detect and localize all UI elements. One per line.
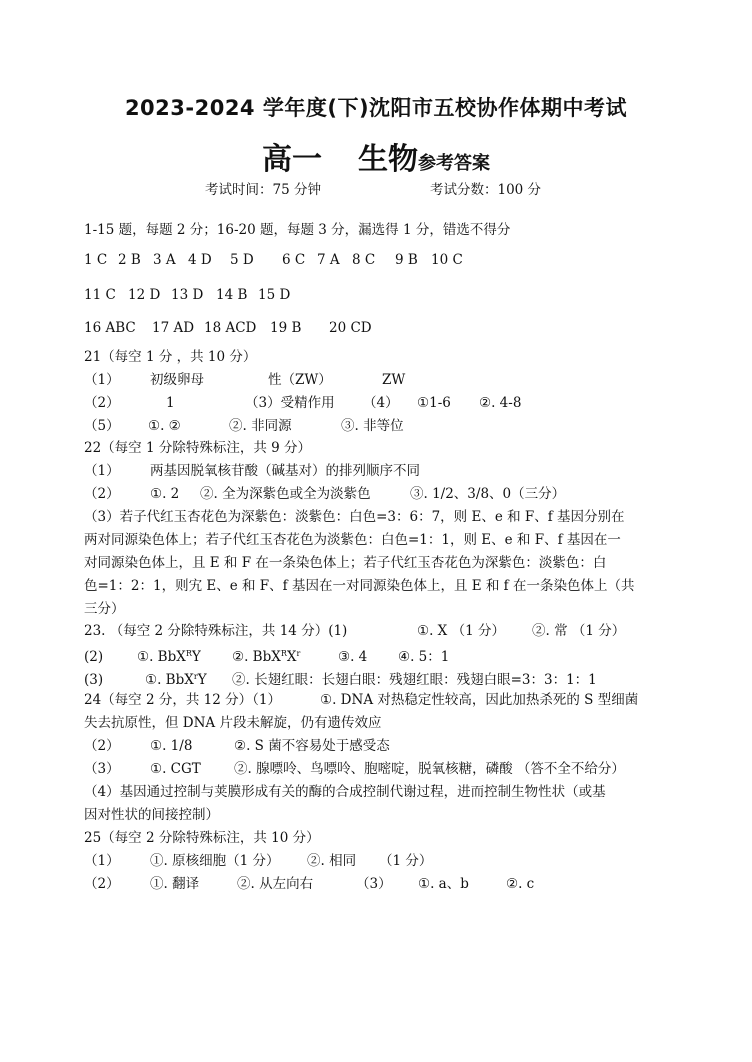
genotype-base: ②. BbX [232, 649, 281, 665]
choice-answer: 13 D [171, 287, 204, 303]
part-label: （5） [84, 418, 120, 434]
genotype-answer [232, 644, 338, 667]
answer-text: ①. DNA 对热稳定性较高，因此加热杀死的 S 型细菌 [320, 692, 639, 708]
q24-heading: 24（每空 2 分，共 12 分）（1） [84, 692, 281, 708]
part-label: （2） [84, 395, 120, 411]
choice-answer: 15 D [258, 287, 291, 303]
answer-text: ②. 长翅红眼：长翅白眼：残翅红眼：残翅白眼=3：3：1：1 [232, 672, 597, 688]
part-label: （1） [84, 372, 120, 388]
answer-text: ①. X （1 分） [417, 623, 505, 639]
answer-text: ②. 非同源 [229, 418, 292, 434]
q22-row-2 [84, 484, 565, 504]
choice-row-2 [84, 285, 290, 305]
q24-row-1 [84, 690, 638, 710]
q21-row-3 [84, 416, 404, 436]
answer-text: ②. 常 （1 分） [532, 623, 626, 639]
choice-answer: 16 ABC [84, 320, 136, 336]
allele-superscript: r [296, 649, 301, 658]
exam-time: 考试时间：75 分钟 [205, 182, 321, 198]
answer-text: ZW [382, 372, 406, 388]
answer-text: ①. ② [148, 418, 181, 434]
q22-heading: 22（每空 1 分除特殊标注，共 9 分） [84, 440, 312, 456]
answer-text: ②. S 菌不容易处于感受态 [234, 738, 390, 754]
scoring-note: 1-15 题，每题 2 分；16-20 题，每题 3 分，漏选得 1 分，错选不得分 [84, 222, 511, 238]
part-label: (3) [84, 672, 104, 688]
choice-answer: 5 D [230, 252, 254, 268]
exam-score: 考试分数：100 分 [430, 182, 542, 198]
part-label: （2） [84, 876, 120, 892]
exam-subtitle [0, 134, 752, 178]
genotype-base: ①. BbX [137, 649, 186, 665]
choice-answer: 9 B [395, 252, 418, 268]
q24-para-2: 因对性状的间接控制） [84, 807, 219, 823]
allele-superscript: R [280, 649, 287, 658]
answer-text: ②. 从左向右 [237, 876, 314, 892]
genotype-answer [137, 644, 232, 667]
allele-superscript: R [185, 649, 192, 658]
exam-title: 2023-2024 学年度(下)沈阳市五校协作体期中考试 [124, 96, 628, 120]
q24-para-1: （4）基因通过控制与荚膜形成有关的酶的合成控制代谢过程，进而控制生物性状（或基 [84, 784, 606, 800]
part-label: （1） [84, 853, 120, 869]
q22-para-1: （3）若子代红玉杏花色为深紫色：淡紫色：白色=3：6：7，则 E、e 和 F、f 基因分别在 [84, 509, 625, 525]
choice-answer: 11 C [84, 287, 116, 303]
answer-text: （1 分） [379, 853, 433, 869]
q23-row-3 [84, 667, 597, 690]
answer-text: ②. 腺嘌呤、鸟嘌呤、胞嘧啶，脱氧核糖，磷酸 （答不全不给分） [234, 761, 625, 777]
q22-para-3: 对同源染色体上，且 E 和 F 在一条染色体上；若子代红玉杏花色为深紫色：淡紫色：白 [84, 555, 607, 571]
answer-text: ①. CGT [150, 761, 201, 777]
answer-text: ①. 2 [150, 486, 180, 502]
part-label: （3） [84, 761, 120, 777]
answer-key-label: 参考答案 [418, 153, 490, 174]
q22-para-5: 三分） [84, 601, 125, 617]
answer-text: ①. a、b [418, 876, 469, 892]
q25-heading: 25（每空 2 分除特殊标注，共 10 分） [84, 830, 320, 846]
choice-answer: 8 C [352, 252, 376, 268]
genotype-tail: Y [197, 672, 207, 688]
q25-row-1 [84, 851, 432, 871]
answer-text: ②. c [506, 876, 535, 892]
part-label: （2） [84, 486, 120, 502]
choice-answer: 17 AD [152, 320, 195, 336]
answer-text: ③. 4 [338, 649, 368, 665]
subject-label: 生物 [358, 142, 418, 177]
q24-row-4 [84, 759, 625, 779]
choice-answer: 14 B [216, 287, 248, 303]
q23-row-2 [84, 644, 449, 667]
genotype-base: ①. BbX [145, 672, 194, 688]
choice-answer: 1 C [84, 252, 108, 268]
part-label: （2） [84, 738, 120, 754]
answer-text: 两基因脱氧核苷酸（碱基对）的排列顺序不同 [150, 463, 420, 479]
choice-answer: 19 B [270, 320, 302, 336]
part-label: （3） [356, 876, 392, 892]
genotype-tail: X [286, 649, 297, 665]
grade-label: 高一 [262, 142, 322, 177]
answer-text: ①1-6 [417, 395, 451, 411]
q25-row-2 [84, 874, 534, 894]
choice-answer: 6 C [282, 252, 306, 268]
q22-row-1 [84, 461, 420, 481]
part-label: （1） [84, 463, 120, 479]
q23-row-1 [84, 621, 625, 641]
choice-row-1 [84, 250, 463, 270]
answer-text: 1 [166, 395, 175, 411]
genotype-tail: Y [191, 649, 201, 665]
q23-heading: 23. （每空 2 分除特殊标注，共 14 分）(1) [84, 623, 348, 639]
choice-answer: 7 A [317, 252, 340, 268]
q22-para-4: 色=1：2：1，则宄 E、e 和 F、f 基因在一对同源染色体上，且 E 和 f 在一条染色体上（共 [84, 578, 635, 594]
answer-text: ③. 非等位 [341, 418, 404, 434]
answer-text: ②. 4-8 [479, 395, 522, 411]
answer-text: ①. 原核细胞（1 分） [150, 853, 280, 869]
q21-heading: 21（每空 1 分 ，共 10 分） [84, 349, 257, 365]
choice-answer: 18 ACD [204, 320, 257, 336]
q21-row-2 [84, 393, 521, 413]
part-label: (2) [84, 649, 104, 665]
choice-answer: 3 A [153, 252, 176, 268]
choice-answer: 4 D [188, 252, 212, 268]
answer-text: ①. 翻译 [150, 876, 200, 892]
q21-row-1 [84, 370, 405, 390]
answer-text: 性（ZW） [268, 372, 332, 388]
part-label: （4） [363, 395, 399, 411]
answer-text: ③. 1/2、3/8、0（三分） [410, 486, 566, 502]
choice-answer: 2 B [118, 252, 141, 268]
answer-text: （3）受精作用 [245, 395, 335, 411]
genotype-answer [145, 667, 232, 690]
answer-text: 初级卵母 [150, 372, 204, 388]
answer-text: ①. 1/8 [150, 738, 193, 754]
q24-row-3 [84, 736, 390, 756]
choice-row-3 [84, 318, 372, 338]
answer-text: ②. 全为深紫色或全为淡紫色 [200, 486, 371, 502]
choice-answer: 20 CD [329, 320, 372, 336]
answer-text: ②. 相同 [307, 853, 357, 869]
q22-para-2: 两对同源染色体上；若子代红玉杏花色为淡紫色：白色=1：1，则 E、e 和 F、f 基因在一 [84, 532, 621, 548]
answer-text: ④. 5：1 [398, 649, 450, 665]
q24-row-2: 失去抗原性，但 DNA 片段未解旋，仍有遗传效应 [84, 715, 382, 731]
allele-superscript: r [193, 672, 198, 681]
choice-answer: 12 D [128, 287, 161, 303]
choice-answer: 10 C [431, 252, 463, 268]
